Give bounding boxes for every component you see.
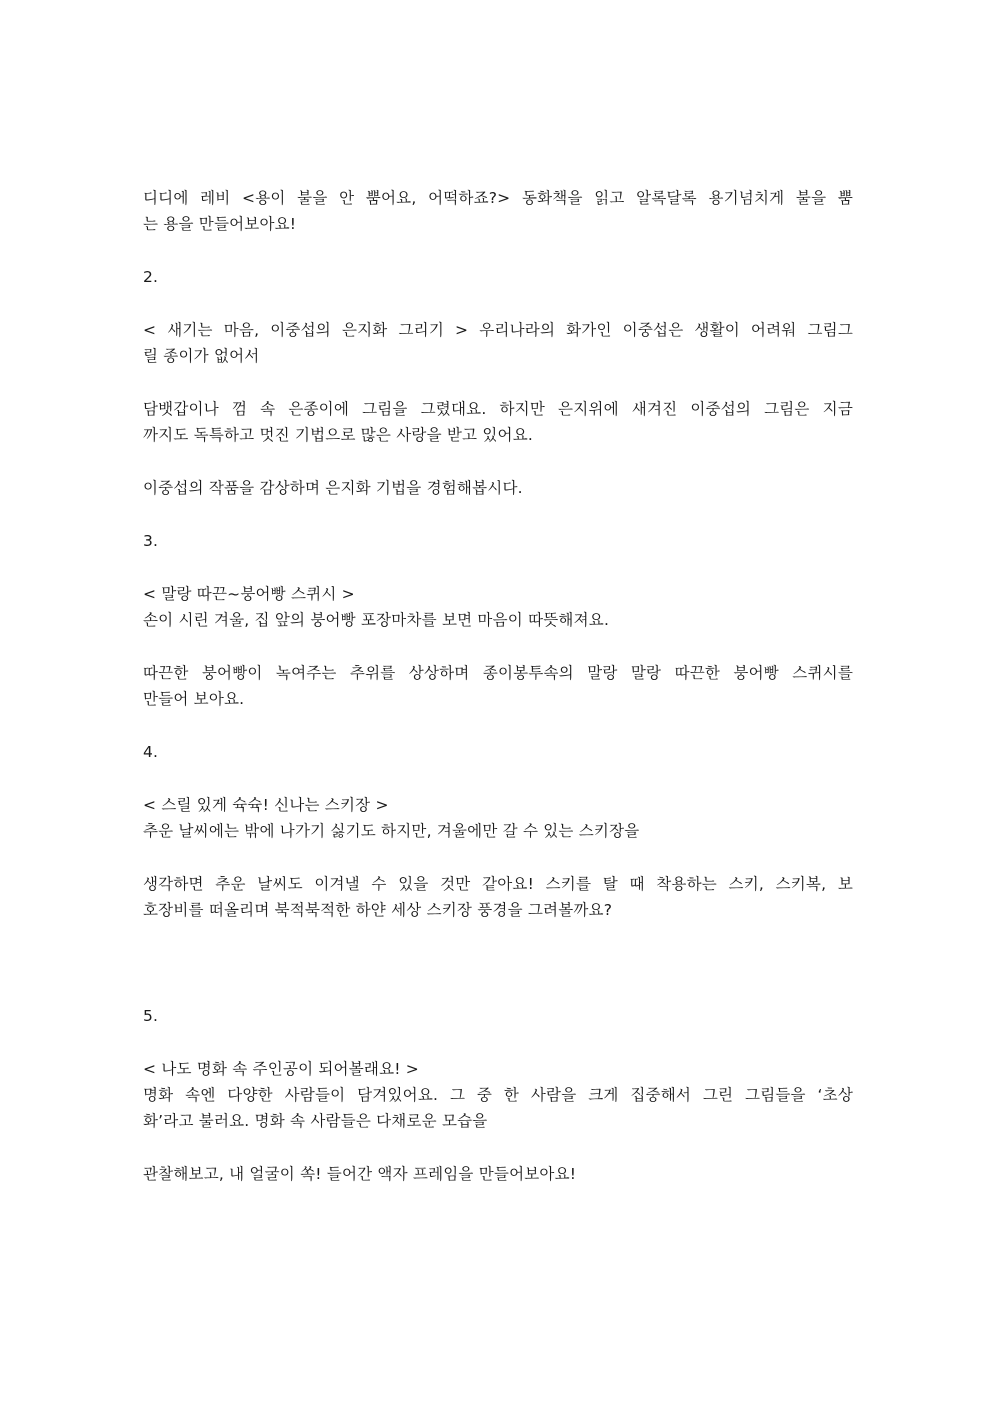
paragraph-line: 관찰해보고, 내 얼굴이 쏙! 들어간 액자 프레임을 만들어보아요! [143,1165,577,1183]
section-number: 2. [143,268,159,286]
paragraph-line: 생각하면 추운 날씨도 이겨낼 수 있을 것만 같아요! 스키를 탈 때 착용하는 스키, 스키복, 보 [143,875,853,893]
paragraph-line: 추운 날씨에는 밖에 나가기 싫기도 하지만, 겨울에만 갈 수 있는 스키장을 [143,822,640,840]
paragraph-line: 디디에 레비 <용이 불을 안 뿜어요, 어떡하죠?> 동화책을 읽고 알록달록 용기넘치게 불을 뿜 [143,189,853,207]
paragraph-line: 따끈한 붕어빵이 녹여주는 추위를 상상하며 종이봉투속의 말랑 말랑 따끈한 붕어빵 스퀴시를 [143,664,853,682]
section-title: < 말랑 따끈~붕어빵 스퀴시 > [143,585,355,603]
document-body [143,185,853,1187]
section-number: 5. [143,1007,159,1025]
section-number: 3. [143,532,159,550]
paragraph-line: 릴 종이가 없어서 [143,347,260,365]
paragraph-line: 만들어 보아요. [143,690,245,708]
paragraph-line: 호장비를 떠올리며 북적북적한 하얀 세상 스키장 풍경을 그려볼까요? [143,901,613,919]
paragraph-line: < 새기는 마음, 이중섭의 은지화 그리기 > 우리나라의 화가인 이중섭은 생활이 어려워 그림그 [143,321,853,339]
section-number: 4. [143,743,159,761]
paragraph-line: 화’라고 불러요. 명화 속 사람들은 다채로운 모습을 [143,1112,488,1130]
section-title: < 스릴 있게 슉슉! 신나는 스키장 > [143,796,389,814]
paragraph-line: 손이 시린 겨울, 집 앞의 붕어빵 포장마차를 보면 마음이 따뜻해져요. [143,611,610,629]
paragraph-line: 담뱃갑이나 껌 속 은종이에 그림을 그렸대요. 하지만 은지위에 새겨진 이중섭의 그림은 지금 [143,400,853,418]
paragraph-line: 까지도 독특하고 멋진 기법으로 많은 사랑을 받고 있어요. [143,426,533,444]
section-title: < 나도 명화 속 주인공이 되어볼래요! > [143,1060,419,1078]
paragraph-line: 이중섭의 작품을 감상하며 은지화 기법을 경험해봅시다. [143,479,523,497]
paragraph-line: 명화 속엔 다양한 사람들이 담겨있어요. 그 중 한 사람을 크게 집중해서 그린 그림들을 ‘초상 [143,1086,853,1104]
paragraph-line: 는 용을 만들어보아요! [143,215,297,233]
